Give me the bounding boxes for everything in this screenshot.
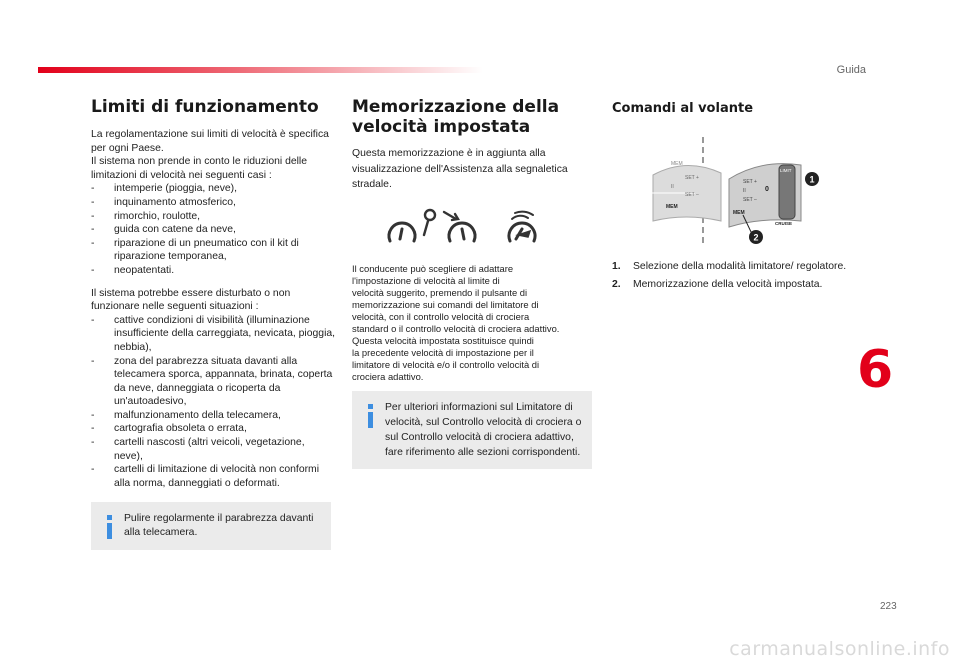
cases-list [91,182,336,277]
body-line: crociera adattivo. [352,370,424,382]
memorization-intro: Questa memorizzazione è in aggiunta alla visualizzazione dell'Assistenza alla segnaletica stradale. [352,148,568,190]
left-small-label: II [671,184,674,190]
list-item [612,260,852,274]
list-item: - cartografia obsoleta o errata, [91,422,336,436]
right-mem-label: MEM [733,210,745,216]
column-controls [612,97,852,295]
info-icon [365,404,376,428]
steering-controls-diagram [631,135,831,245]
note-text: Pulire regolarmente il parabrezza davanti alla telecamera. [124,513,314,539]
intro-paragraph-1: La regolamentazione sui limiti di velocità è specifica per ogni Paese. [91,129,329,154]
controls-legend [612,260,852,291]
body-line: velocità suggerito, premendo il pulsante di [352,286,528,298]
right-limit-label: LIMIT [780,168,792,173]
list-item: - inquinamento atmosferico, [91,196,336,210]
right-set-plus: SET + [743,179,757,185]
speed-recommendation-icons [352,207,592,257]
list-item: - cartelli nascosti (altri veicoli, vegetazione, neve), [91,436,336,463]
speedometer-set-icon [509,211,535,240]
body-line: la precedente velocità di impostazione per il [352,346,534,358]
list-item [612,278,852,292]
item-text: Memorizzazione della velocità impostata. [633,278,823,290]
header-accent-bar [38,67,483,73]
speedometer-icon [389,210,435,241]
speedometer-arrow-icon [444,212,475,241]
body-line: Questa velocità impostata sostituisce quindi [352,334,534,346]
column-memorization [352,97,592,469]
list-item: - rimorchio, roulotte, [91,210,336,224]
item-text: Selezione della modalità limitatore/ regolatore. [633,261,847,272]
right-cruise-label: CRUISE [775,221,793,226]
heading-controls: Comandi al volante [612,101,754,116]
left-set-plus: SET + [685,175,699,181]
chapter-number: 6 [857,340,894,400]
list-item: - neopatentati. [91,264,336,278]
right-set-minus: SET – [743,197,757,203]
page-number: 223 [880,601,897,612]
heading-limits: Limiti di funzionamento [91,97,319,117]
list-item: - zona del parabrezza situata davanti alla telecamera sporca, appannata, brinata, coperta da neve, danneggiata o ricoperta da un'autoadesivo, [91,355,336,409]
body-line: Il conducente può scegliere di adattare [352,262,514,274]
right-small-0: 0 [765,186,769,193]
right-small-ii: II [743,188,746,194]
heading-line-1: Memorizzazione della [352,97,560,117]
callout-2-label: 2 [753,232,759,243]
heading-memorization [352,97,592,137]
body-line: standard o il controllo velocità di crociera adattivo. [352,322,560,334]
info-icon [104,515,115,539]
info-note-references [352,391,592,469]
left-mem-top: MEM [671,161,683,167]
callout-1-label: 1 [809,174,815,185]
list-item: - malfunzionamento della telecamera, [91,409,336,423]
body-line: memorizzazione sui comandi del limitatore di [352,298,539,310]
body-line: limitatore di velocità e/o il controllo velocità di [352,358,540,370]
left-set-minus: SET – [685,192,699,198]
footer-watermark: carmanualsonline.info [729,638,950,660]
callout-1 [805,172,819,186]
item-number: 1. [612,261,621,272]
left-stalk [651,161,721,221]
column-limits [91,97,336,550]
info-note-windscreen [91,502,331,550]
disturb-intro: Il sistema potrebbe essere disturbato o non funzionare nelle seguenti situazioni : [91,287,291,313]
item-number: 2. [612,278,621,290]
list-item: - cartelli di limitazione di velocità non conformi alla norma, danneggiati o deformati. [91,463,336,490]
list-item: - cattive condizioni di visibilità (illuminazione insufficiente della carreggiata, nevicata, pioggia, nebbia), [91,314,336,355]
body-line: velocità, con il controllo velocità di crociera [352,310,530,322]
list-item: - guida con catene da neve, [91,223,336,237]
section-label: Guida [836,64,866,76]
body-line: l'impostazione di velocità al limite di [352,274,500,286]
note-text: Per ulteriori informazioni sul Limitatore di velocità, sul Controllo velocità di crociera o sul Controllo velocità di crociera adattivo, fare riferimento alle sezioni corrispondenti. [385,401,582,458]
left-mem-bottom: MEM [666,204,678,210]
disturb-list [91,314,336,491]
right-stalk [729,164,801,227]
list-item: - intemperie (pioggia, neve), [91,182,336,196]
list-item: - riparazione di un pneumatico con il kit di riparazione temporanea, [91,237,336,264]
heading-line-2: velocità impostata [352,117,531,137]
intro-paragraph-2: Il sistema non prende in conto le riduzioni delle limitazioni di velocità nei seguenti casi : [91,156,308,181]
